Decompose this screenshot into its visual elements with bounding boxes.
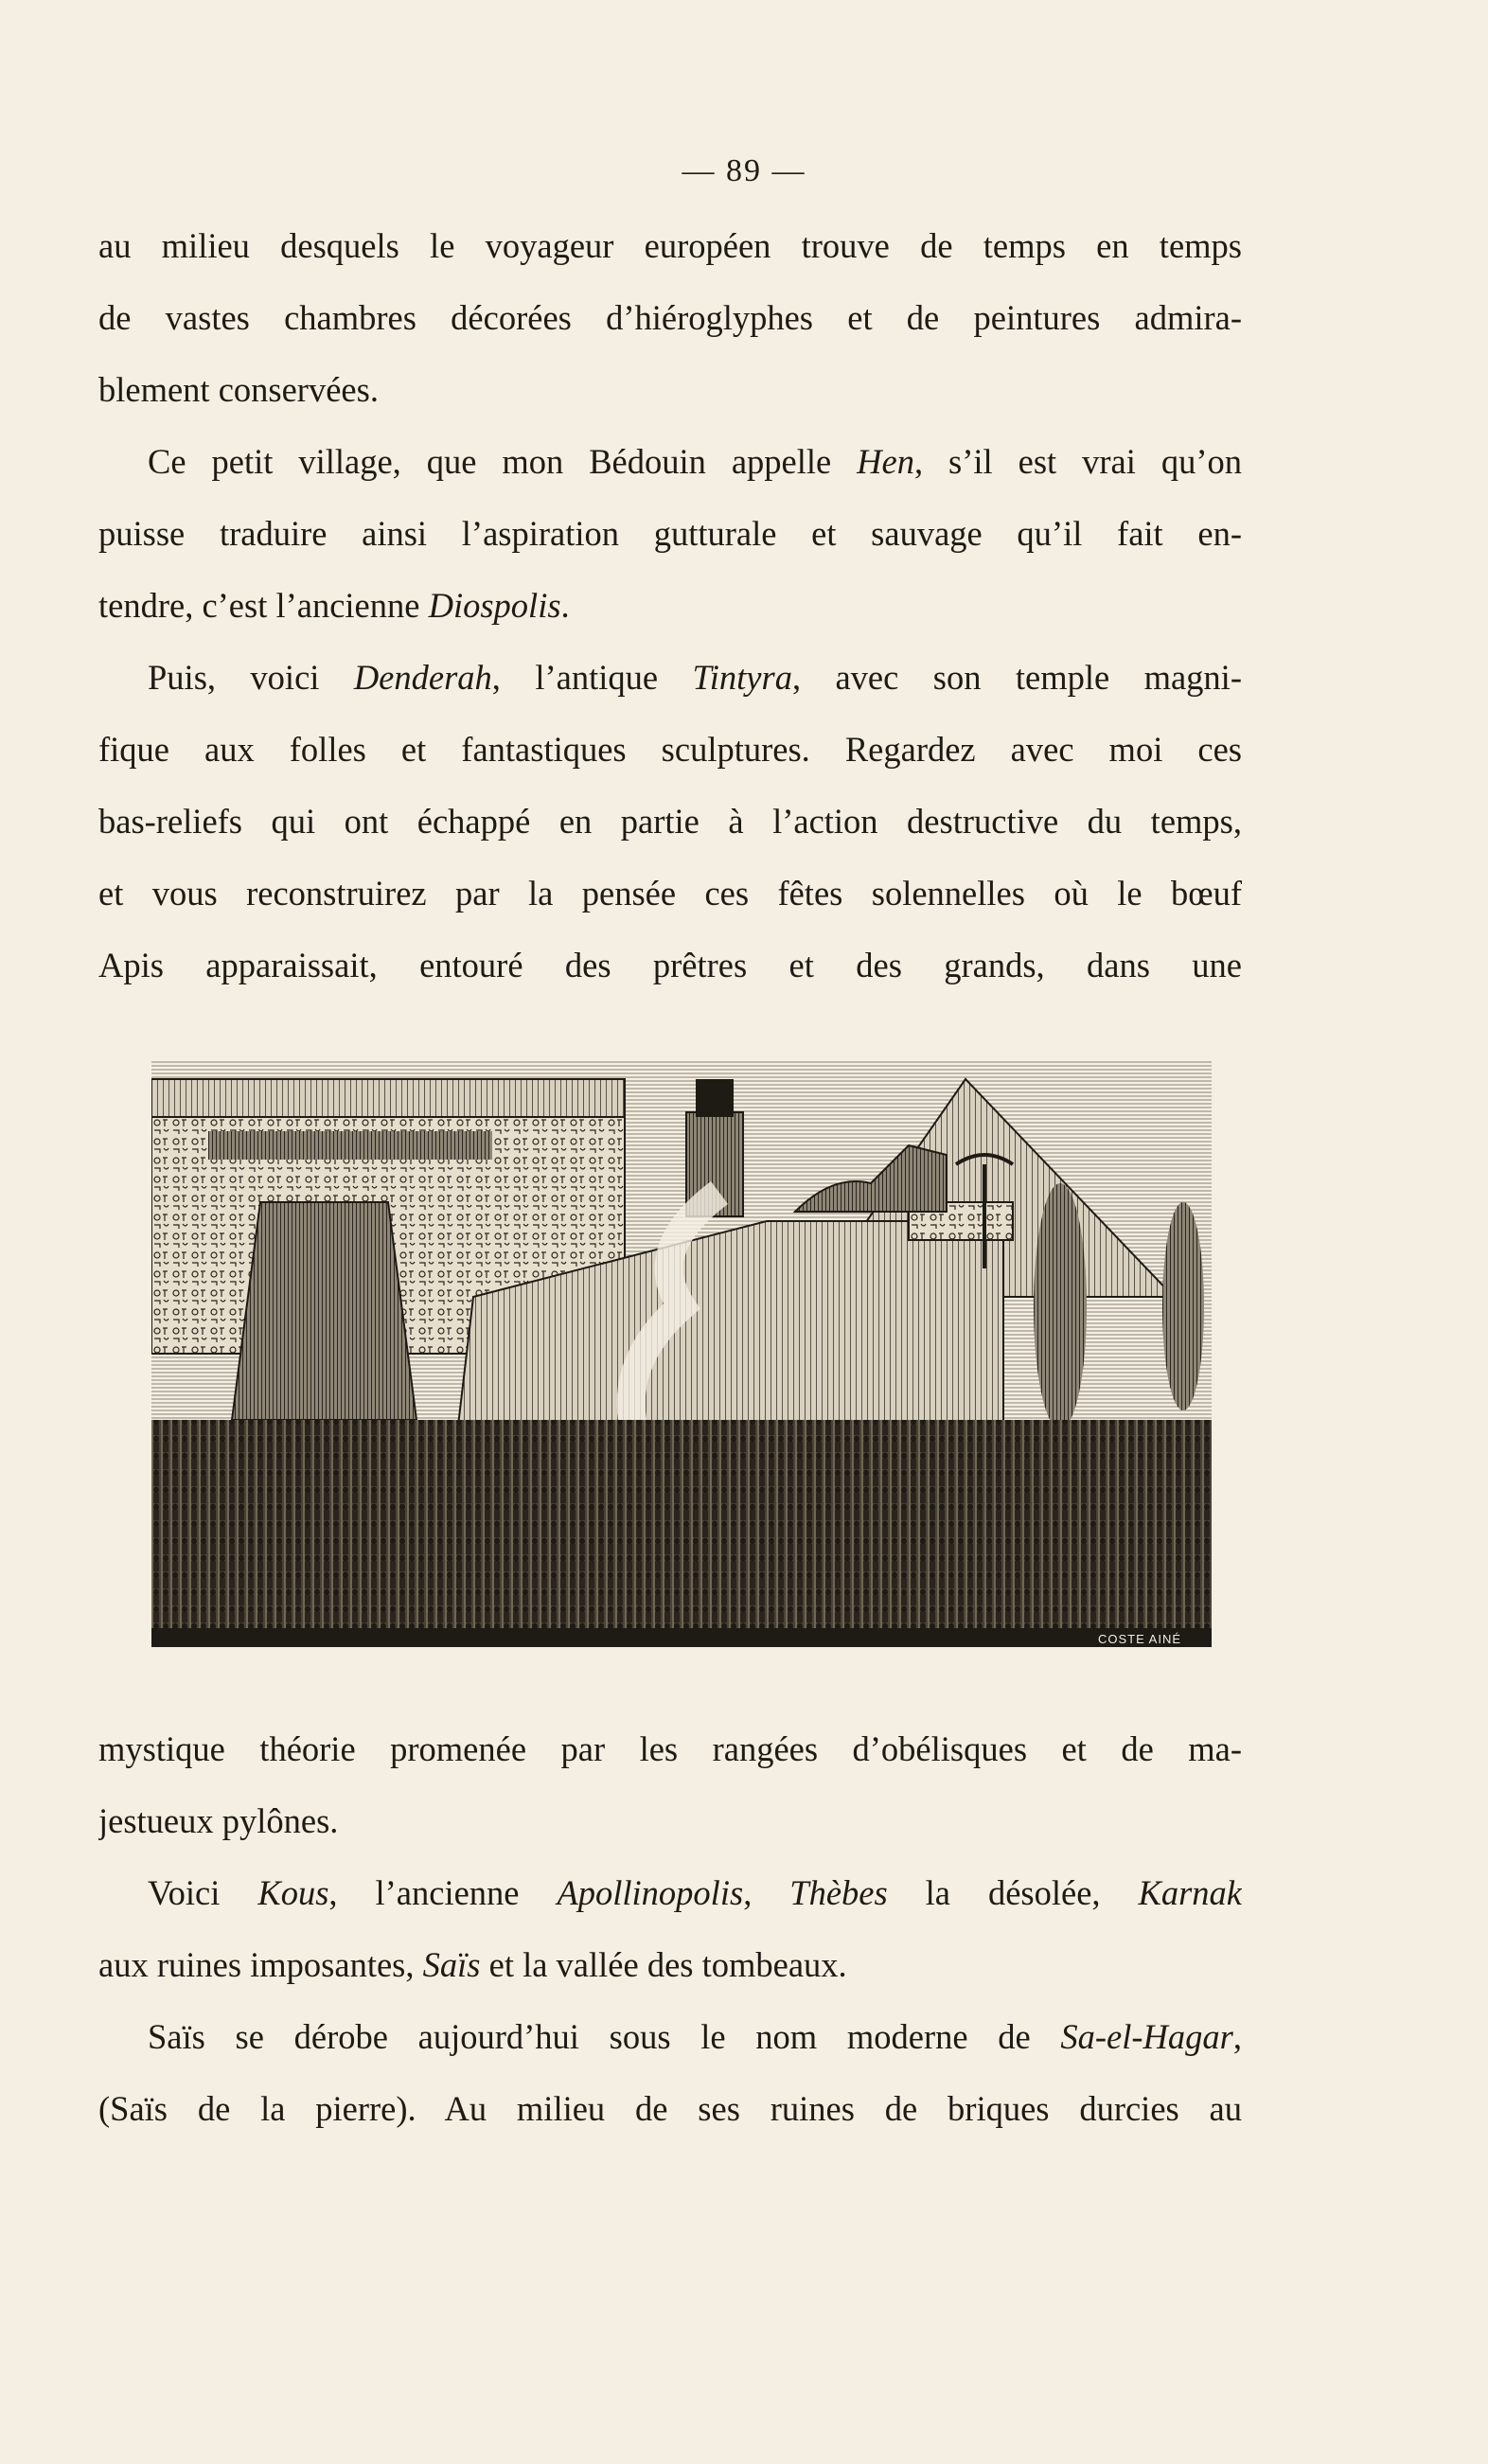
text-line: puisse traduire ainsi l’aspiration gutturale et sauvage qu’il fait en- [98, 514, 1242, 553]
text-line: Voici Kous, l’ancienne Apollinopolis, Thèbes la désolée, Karnak [148, 1873, 1242, 1912]
statue-head [696, 1079, 734, 1117]
italic-term: Saïs [422, 1945, 481, 1984]
page-number: — 89 — [682, 153, 806, 188]
italic-term: Thèbes [789, 1873, 888, 1912]
text-block-top [98, 210, 1242, 1002]
text-line: (Saïs de la pierre). Au milieu de ses ruines de briques durcies au [98, 2089, 1242, 2128]
italic-term: Tintyra [692, 658, 792, 697]
engraver-signature: COSTE AINÉ [1098, 1632, 1182, 1646]
text-line: bas-reliefs qui ont échappé en partie à l’action destructive du temps, [98, 802, 1242, 841]
italic-term: Sa-el-Hagar [1060, 2017, 1233, 2056]
italic-term: Denderah [353, 658, 492, 697]
text-line: Apis apparaissait, entouré des prêtres et des grands, dans une [98, 946, 1242, 984]
text-line: Saïs se dérobe aujourd’hui sous le nom moderne de Sa-el-Hagar, [148, 2017, 1242, 2056]
text-line: blement conservées. [98, 370, 379, 409]
italic-term: Apollinopolis [557, 1873, 744, 1912]
engraving-illustration [151, 1060, 1212, 1647]
italic-term: Karnak [1138, 1873, 1242, 1912]
text-block-bottom [98, 1713, 1242, 2145]
text-line: de vastes chambres décorées d’hiéroglyphes et de peintures admira- [98, 298, 1242, 337]
text-line: tendre, c’est l’ancienne Diospolis. [98, 586, 570, 625]
text-line: aux ruines imposantes, Saïs et la vallée des tombeaux. [98, 1945, 847, 1984]
italic-term: Diospolis [428, 586, 561, 625]
gate-lintel [208, 1131, 492, 1160]
crowd-procession [151, 1420, 1212, 1647]
obelisk-doorway [232, 1202, 416, 1420]
cypress-tree [1162, 1202, 1204, 1410]
text-line: Puis, voici Denderah, l’antique Tintyra, avec son temple magni- [148, 658, 1242, 697]
cypress-tree [1034, 1183, 1087, 1429]
text-line: fique aux folles et fantastiques sculptures. Regardez avec moi ces [98, 730, 1242, 769]
ground-line [151, 1628, 1212, 1647]
text-line: au milieu desquels le voyageur européen trouve de temps en temps [98, 226, 1242, 265]
cornice [151, 1079, 625, 1117]
text-line: jestueux pylônes. [98, 1801, 339, 1840]
text-line: Ce petit village, que mon Bédouin appelle Hen, s’il est vrai qu’on [148, 442, 1242, 481]
text-line: et vous reconstruirez par la pensée ces fêtes solennelles où le bœuf [98, 874, 1242, 913]
engraving-svg [151, 1060, 1212, 1647]
italic-term: Kous [257, 1873, 329, 1912]
italic-term: Hen [857, 442, 914, 481]
text-line: mystique théorie promenée par les rangées d’obélisques et de ma- [98, 1729, 1242, 1768]
